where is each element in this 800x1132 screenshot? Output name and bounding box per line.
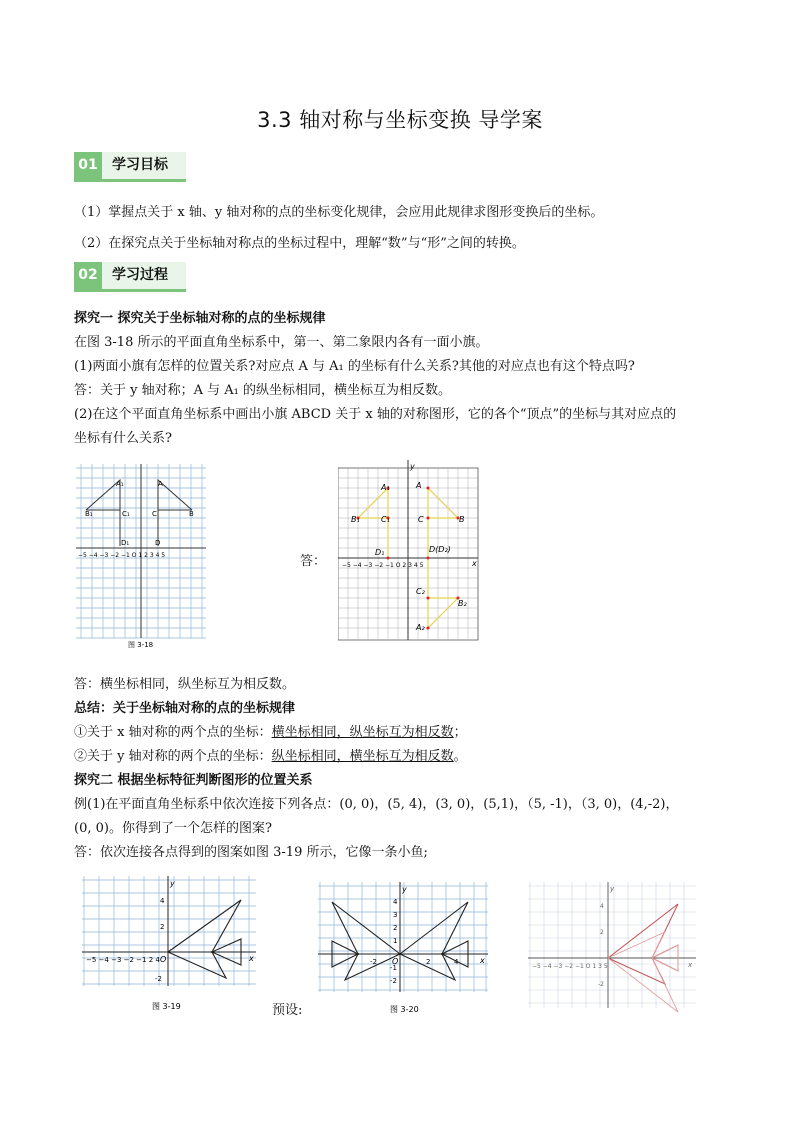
rule1-end: ； [453, 725, 467, 740]
axes [528, 882, 696, 1008]
x-ticks: −5 −4 −3 −2 −1 O 2 3 4 5 [342, 562, 424, 569]
fish-original [608, 904, 678, 984]
y-tick-neg2: -2 [598, 981, 604, 988]
page-title: 3.3 轴对称与坐标变换 导学案 [257, 108, 543, 132]
axis-x-label: x [249, 954, 254, 963]
y-tick-2: 2 [393, 924, 398, 932]
rule1-fill: 横坐标相同，纵坐标互为相反数 [271, 725, 454, 740]
section-header-process [74, 262, 186, 292]
grid [528, 882, 696, 1008]
axis-x-label: x [688, 961, 693, 969]
axis-x-label: x [472, 559, 477, 568]
label-A: A [416, 481, 422, 490]
explore2-example-line2: (0, 0)。你得到了一个怎样的图案? [74, 821, 272, 836]
rule2-end: 。 [453, 749, 467, 764]
explore1-q1: (1)两面小旗有怎样的位置关系?对应点 A 与 A₁ 的坐标有什么关系?其他的对应点也有这个特点吗? [74, 359, 635, 374]
y-tick-2: 2 [600, 929, 604, 936]
preset-label: 预设: [272, 1003, 303, 1018]
label-B: B [459, 515, 465, 524]
label-D1: D₁ [121, 539, 130, 547]
goal-1: （1）掌握点关于 x 轴、y 轴对称的点的坐标变化规律，会应用此规律求图形变换后的坐标。 [74, 205, 604, 220]
y-tick-1: 1 [393, 937, 398, 945]
y-tick-neg1: -1 [390, 964, 397, 972]
label-C: C [152, 510, 157, 518]
goal-2: （2）在探究点关于坐标轴对称点的坐标过程中，理解“数”与“形”之间的转换。 [74, 236, 525, 251]
y-tick-3: 3 [393, 911, 398, 919]
explore1-intro: 在图 3-18 所示的平面直角坐标系中，第一、第二象限内各有一面小旗。 [74, 335, 489, 350]
y-tick-4: 4 [160, 897, 165, 905]
section-underline [74, 289, 186, 292]
axes [76, 464, 206, 638]
explore1-q2-line2: 坐标有什么关系? [74, 431, 172, 446]
x-tick-4: 4 [454, 958, 459, 966]
fish-reflected [608, 932, 678, 1012]
label-D: D [155, 539, 161, 547]
rule2-fill: 纵坐标相同，横坐标互为相反数 [271, 749, 454, 764]
figure-3-20 [318, 882, 490, 1016]
rule1-prefix: ①关于 x 轴对称的两个点的坐标： [74, 725, 272, 740]
origin-label: O [392, 957, 399, 966]
y-tick-neg2: -2 [390, 977, 397, 985]
label-A2: A₂ [416, 623, 425, 632]
section-underline [74, 179, 186, 182]
summary-rule-2 [74, 748, 467, 766]
label-C: C [418, 515, 424, 524]
label-A1: A₁ [116, 480, 124, 488]
label-C1: C₁ [381, 515, 390, 524]
label-C1: C₁ [122, 510, 130, 518]
label-B1: B₁ [351, 515, 360, 524]
axes [82, 876, 256, 986]
label-C2: C₂ [416, 587, 425, 596]
figure-caption: 图 3-20 [390, 1005, 419, 1014]
answer-figure [338, 460, 482, 642]
section-number: 02 [74, 262, 102, 289]
explore2-example-line1: 例(1)在平面直角坐标系中依次连接下列各点：(0, 0)，(5, 4)，(3, 0)，(5,1)，（5, -1)，（3, 0)，(4,-2)， [74, 797, 679, 812]
figure-3-19 [82, 876, 258, 1014]
axis-x-label: x [480, 956, 485, 965]
axes [338, 460, 478, 640]
summary-heading: 总结：关于坐标轴对称的点的坐标规律 [74, 701, 296, 716]
explore1-a1: 答：关于 y 轴对称；A 与 A₁ 的纵坐标相同，横坐标互为相反数。 [74, 383, 451, 398]
y-tick-2: 2 [160, 923, 165, 931]
fig18-x-ticks: −5 −4 −3 −2 −1 O 1 2 3 4 5 [78, 552, 166, 559]
x-ticks: −5 −4 −3 −2 −1 O 1 3 5 [532, 963, 608, 970]
rule2-prefix: ②关于 y 轴对称的两个点的坐标： [74, 749, 272, 764]
section-header-goals [74, 152, 186, 182]
label-D1: D₁ [375, 548, 385, 557]
fish-right [400, 902, 468, 980]
grid [318, 882, 488, 992]
y-tick-4: 4 [600, 903, 604, 910]
x-tick-neg2: -2 [370, 958, 377, 966]
y-tick-4: 4 [393, 898, 398, 906]
origin-label: O [160, 955, 167, 964]
x-tick-2: 2 [426, 958, 431, 966]
summary-rule-1 [74, 724, 467, 742]
axis-y-label: y [402, 885, 407, 894]
section-label: 学习过程 [102, 262, 186, 289]
y-tick-neg2: -2 [155, 975, 162, 983]
axis-y-label: y [610, 885, 615, 893]
explore1-heading: 探究一 探究关于坐标轴对称的点的坐标规律 [74, 311, 326, 326]
preset-figure [528, 882, 696, 1012]
flags [86, 480, 192, 546]
label-B2: B₂ [458, 599, 467, 608]
explore1-a2: 答：横坐标相同，纵坐标互为相反数。 [74, 677, 296, 692]
axis-y-label: y [170, 879, 175, 888]
figure-caption: 图 3-18 [128, 641, 154, 649]
label-B: B [189, 510, 194, 518]
grid [82, 876, 256, 986]
label-A1: A₁ [381, 483, 390, 492]
explore2-answer: 答：依次连接各点得到的图案如图 3-19 所示，它像一条小鱼; [74, 845, 428, 860]
figure-caption: 图 3-19 [152, 1002, 181, 1011]
fish-shape [168, 900, 241, 978]
label-A: A [158, 480, 163, 488]
label-B1: B₁ [85, 510, 93, 518]
explore1-q2-line1: (2)在这个平面直角坐标系中画出小旗 ABCD 关于 x 轴的对称图形，它的各个“顶点”的坐标与其对应点的 [74, 407, 677, 422]
answer-label: 答： [300, 554, 327, 569]
label-DD2: D(D₂) [429, 545, 451, 554]
section-number: 01 [74, 152, 102, 179]
explore2-heading: 探究二 根据坐标特征判断图形的位置关系 [74, 773, 313, 788]
axes [318, 882, 488, 992]
section-label: 学习目标 [102, 152, 186, 179]
x-ticks: −5 −4 −3 −2 −1 2 4 [86, 956, 160, 964]
axis-y-label: y [410, 462, 415, 471]
figure-3-18 [76, 464, 206, 654]
